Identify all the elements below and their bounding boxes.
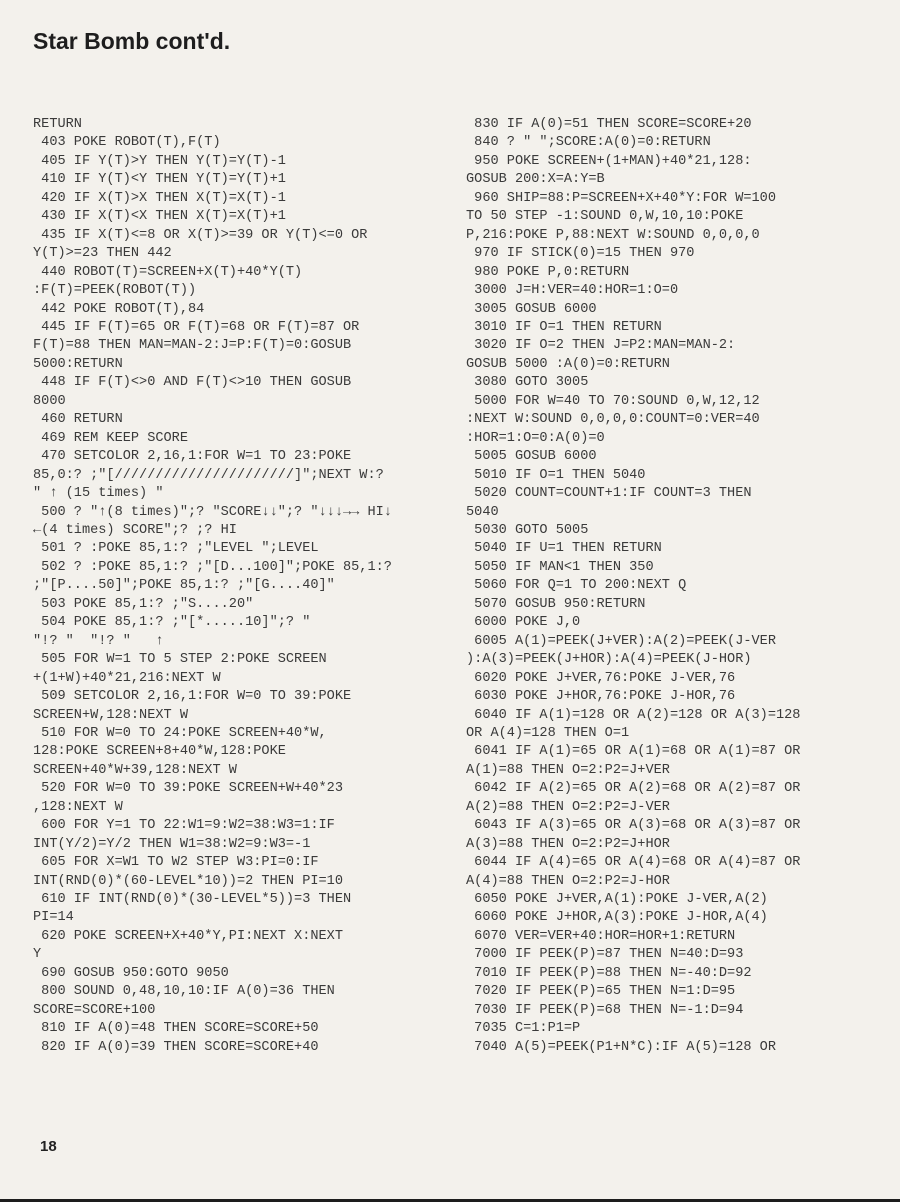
code-line: 3020 IF O=2 THEN J=P2:MAN=MAN-2:	[466, 338, 736, 354]
code-line: 7020 IF PEEK(P)=65 THEN N=1:D=95	[466, 984, 736, 1000]
code-line: 3080 GOTO 3005	[466, 375, 589, 391]
code-line: TO 50 STEP -1:SOUND 0,W,10,10:POKE	[466, 209, 744, 225]
code-line: ):A(3)=PEEK(J+HOR):A(4)=PEEK(J-HOR)	[466, 652, 752, 668]
code-line: 5060 FOR Q=1 TO 200:NEXT Q	[466, 578, 687, 594]
code-line: 6070 VER=VER+40:HOR=HOR+1:RETURN	[466, 928, 736, 944]
code-line: P,216:POKE P,88:NEXT W:SOUND 0,0,0,0	[466, 227, 760, 243]
code-line: 7035 C=1:P1=P	[466, 1021, 581, 1037]
code-line: 6005 A(1)=PEEK(J+VER):A(2)=PEEK(J-VER	[466, 633, 776, 649]
code-line: 7000 IF PEEK(P)=87 THEN N=40:D=93	[466, 947, 744, 963]
code-line: 460 RETURN	[33, 412, 123, 428]
code-line: +(1+W)+40*21,216:NEXT W	[33, 670, 221, 686]
code-line: 469 REM KEEP SCORE	[33, 430, 188, 446]
code-line: 448 IF F(T)<>0 AND F(T)<>10 THEN GOSUB	[33, 375, 352, 391]
code-line: 690 GOSUB 950:GOTO 9050	[33, 965, 229, 981]
code-line: 8000	[33, 393, 66, 409]
code-line: 5040 IF U=1 THEN RETURN	[466, 541, 662, 557]
code-line: 3005 GOSUB 6000	[466, 301, 597, 317]
code-line: 6030 POKE J+HOR,76:POKE J-HOR,76	[466, 689, 736, 705]
code-line: 6044 IF A(4)=65 OR A(4)=68 OR A(4)=87 OR	[466, 855, 801, 871]
code-line: RETURN	[33, 117, 82, 132]
code-line: 800 SOUND 0,48,10,10:IF A(0)=36 THEN	[33, 984, 335, 1000]
code-line: 820 IF A(0)=39 THEN SCORE=SCORE+40	[33, 1039, 319, 1055]
code-line: GOSUB 200:X=A:Y=B	[466, 172, 605, 188]
code-line: 980 POKE P,0:RETURN	[466, 264, 630, 280]
code-line: 5010 IF O=1 THEN 5040	[466, 467, 646, 483]
code-line: 600 FOR Y=1 TO 22:W1=9:W2=38:W3=1:IF	[33, 818, 335, 834]
code-line: ,128:NEXT W	[33, 799, 123, 815]
code-line: ;"[P....50]";POKE 85,1:? ;"[G....40]"	[33, 578, 335, 594]
code-line: 5050 IF MAN<1 THEN 350	[466, 559, 654, 575]
code-line: 470 SETCOLOR 2,16,1:FOR W=1 TO 23:POKE	[33, 449, 352, 465]
code-line: A(3)=88 THEN O=2:P2=J+HOR	[466, 836, 670, 852]
code-line: 605 FOR X=W1 TO W2 STEP W3:PI=0:IF	[33, 855, 319, 871]
code-line: 440 ROBOT(T)=SCREEN+X(T)+40*Y(T)	[33, 264, 303, 280]
code-line: 509 SETCOLOR 2,16,1:FOR W=0 TO 39:POKE	[33, 689, 352, 705]
code-line: 950 POKE SCREEN+(1+MAN)+40*21,128:	[466, 153, 752, 169]
code-line: 840 ? " ";SCORE:A(0)=0:RETURN	[466, 135, 711, 151]
code-line: INT(Y/2)=Y/2 THEN W1=38:W2=9:W3=-1	[33, 836, 311, 852]
code-line: ←(4 times) SCORE";? ;? HI	[33, 522, 237, 538]
code-line: 410 IF Y(T)<Y THEN Y(T)=Y(T)+1	[33, 172, 286, 188]
code-line: A(4)=88 THEN O=2:P2=J-HOR	[466, 873, 670, 889]
code-line: SCORE=SCORE+100	[33, 1002, 156, 1018]
code-line: A(2)=88 THEN O=2:P2=J-VER	[466, 799, 670, 815]
code-line: 7010 IF PEEK(P)=88 THEN N=-40:D=92	[466, 965, 752, 981]
code-line: 505 FOR W=1 TO 5 STEP 2:POKE SCREEN	[33, 652, 327, 668]
code-line: A(1)=88 THEN O=2:P2=J+VER	[466, 762, 670, 778]
code-line: INT(RND(0)*(60-LEVEL*10))=2 THEN PI=10	[33, 873, 343, 889]
code-line: 5020 COUNT=COUNT+1:IF COUNT=3 THEN	[466, 486, 752, 502]
code-line: 435 IF X(T)<=8 OR X(T)>=39 OR Y(T)<=0 OR	[33, 227, 368, 243]
code-line: 7040 A(5)=PEEK(P1+N*C):IF A(5)=128 OR	[466, 1039, 776, 1055]
code-line: 430 IF X(T)<X THEN X(T)=X(T)+1	[33, 209, 286, 225]
code-line: 510 FOR W=0 TO 24:POKE SCREEN+40*W,	[33, 725, 327, 741]
code-line: 5040	[466, 504, 499, 520]
code-line: PI=14	[33, 910, 74, 926]
code-line: 501 ? :POKE 85,1:? ;"LEVEL ";LEVEL	[33, 541, 319, 557]
code-line: 405 IF Y(T)>Y THEN Y(T)=Y(T)-1	[33, 153, 286, 169]
code-line: 5030 GOTO 5005	[466, 522, 589, 538]
code-line: 6040 IF A(1)=128 OR A(2)=128 OR A(3)=128	[466, 707, 801, 723]
code-line: 810 IF A(0)=48 THEN SCORE=SCORE+50	[33, 1021, 319, 1037]
code-line: 3000 J=H:VER=40:HOR=1:O=0	[466, 283, 679, 299]
code-line: 6060 POKE J+HOR,A(3):POKE J-HOR,A(4)	[466, 910, 768, 926]
code-line: OR A(4)=128 THEN O=1	[466, 725, 630, 741]
code-line: :HOR=1:O=0:A(0)=0	[466, 430, 605, 446]
code-line: "!? " "!? " ↑	[33, 633, 164, 649]
code-line: SCREEN+W,128:NEXT W	[33, 707, 188, 723]
code-line: :F(T)=PEEK(ROBOT(T))	[33, 283, 197, 299]
code-line: 420 IF X(T)>X THEN X(T)=X(T)-1	[33, 190, 286, 206]
code-line: Y	[33, 947, 42, 963]
code-line: 7030 IF PEEK(P)=68 THEN N=-1:D=94	[466, 1002, 744, 1018]
code-line: 445 IF F(T)=65 OR F(T)=68 OR F(T)=87 OR	[33, 319, 360, 335]
code-line: 3010 IF O=1 THEN RETURN	[466, 319, 662, 335]
code-line: 85,0:? ;"[//////////////////////]";NEXT W:?	[33, 467, 384, 483]
code-line: 6042 IF A(2)=65 OR A(2)=68 OR A(2)=87 OR	[466, 781, 801, 797]
page-number: 18	[40, 1138, 57, 1155]
code-line: :NEXT W:SOUND 0,0,0,0:COUNT=0:VER=40	[466, 412, 760, 428]
code-line: Y(T)>=23 THEN 442	[33, 246, 172, 262]
code-line: 6041 IF A(1)=65 OR A(1)=68 OR A(1)=87 OR	[466, 744, 801, 760]
code-line: 5070 GOSUB 950:RETURN	[466, 596, 646, 612]
code-line: 442 POKE ROBOT(T),84	[33, 301, 205, 317]
code-line: 970 IF STICK(0)=15 THEN 970	[466, 246, 695, 262]
page-title: Star Bomb cont'd.	[33, 28, 231, 54]
code-column-right	[466, 116, 876, 1057]
code-line: 128:POKE SCREEN+8+40*W,128:POKE	[33, 744, 286, 760]
code-line: 502 ? :POKE 85,1:? ;"[D...100]";POKE 85,1:?	[33, 559, 392, 575]
code-line: F(T)=88 THEN MAN=MAN-2:J=P:F(T)=0:GOSUB	[33, 338, 352, 354]
code-line: 960 SHIP=88:P=SCREEN+X+40*Y:FOR W=100	[466, 190, 776, 206]
code-line: 6043 IF A(3)=65 OR A(3)=68 OR A(3)=87 OR	[466, 818, 801, 834]
code-line: GOSUB 5000 :A(0)=0:RETURN	[466, 356, 670, 372]
code-line: " ↑ (15 times) "	[33, 486, 164, 502]
code-line: 620 POKE SCREEN+X+40*Y,PI:NEXT X:NEXT	[33, 928, 343, 944]
code-line: 403 POKE ROBOT(T),F(T)	[33, 135, 221, 151]
code-line: 503 POKE 85,1:? ;"S....20"	[33, 596, 254, 612]
code-line: 6050 POKE J+VER,A(1):POKE J-VER,A(2)	[466, 892, 768, 908]
code-line: 504 POKE 85,1:? ;"[*.....10]";? "	[33, 615, 311, 631]
code-line: 520 FOR W=0 TO 39:POKE SCREEN+W+40*23	[33, 781, 343, 797]
code-line: 6000 POKE J,0	[466, 615, 581, 631]
code-line: SCREEN+40*W+39,128:NEXT W	[33, 762, 237, 778]
code-line: 6020 POKE J+VER,76:POKE J-VER,76	[466, 670, 736, 686]
code-line: 5005 GOSUB 6000	[466, 449, 597, 465]
code-line: 610 IF INT(RND(0)*(30-LEVEL*5))=3 THEN	[33, 892, 352, 908]
code-column-left	[33, 116, 433, 1057]
code-line: 830 IF A(0)=51 THEN SCORE=SCORE+20	[466, 117, 752, 132]
code-line: 5000 FOR W=40 TO 70:SOUND 0,W,12,12	[466, 393, 760, 409]
code-line: 500 ? "↑(8 times)";? "SCORE↓↓";? "↓↓↓→→ HI↓	[33, 504, 392, 520]
code-line: 5000:RETURN	[33, 356, 123, 372]
